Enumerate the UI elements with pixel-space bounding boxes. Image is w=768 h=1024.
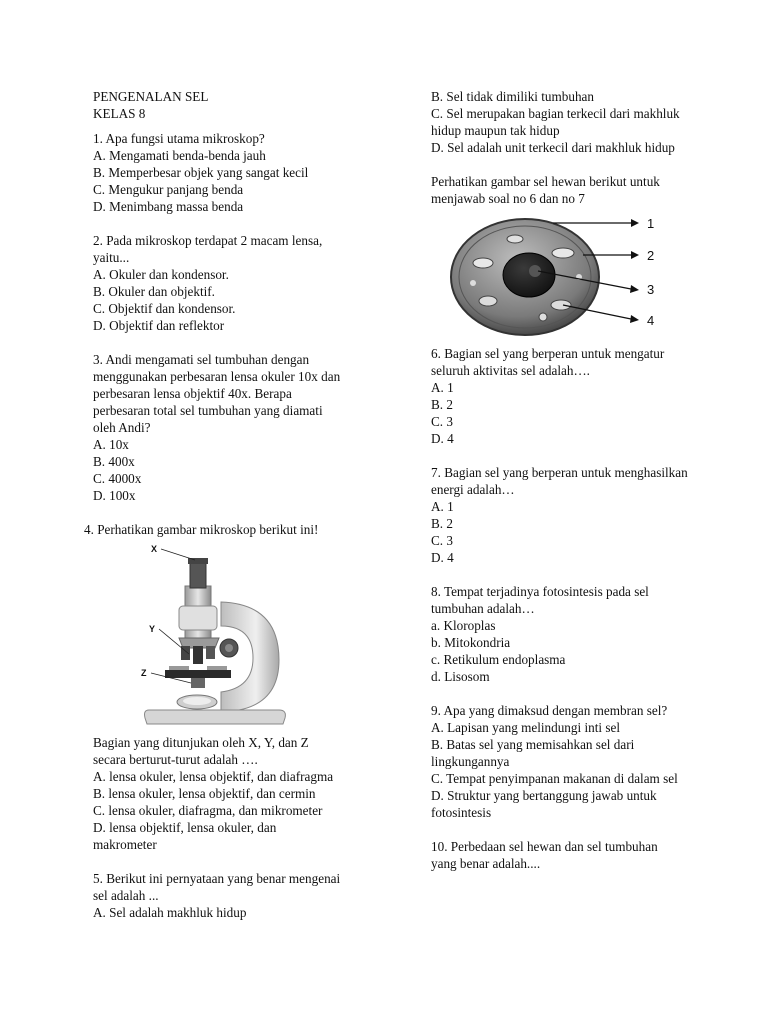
animal-cell-figure (443, 213, 703, 341)
question-5-continued (431, 88, 736, 156)
label-z: Z (141, 668, 147, 678)
question-text: oleh Andi? (93, 420, 151, 435)
option-a: A. 1 (431, 380, 454, 395)
question-text: 9. Apa yang dimaksud dengan membran sel? (431, 703, 668, 718)
option-a: A. Okuler dan kondensor. (93, 267, 229, 282)
question-4 (84, 521, 398, 853)
option-d: D. Objektif dan reflektor (93, 318, 225, 333)
option-c: c. Retikulum endoplasma (431, 652, 566, 667)
question-text: 2. Pada mikroskop terdapat 2 macam lensa, (93, 233, 323, 248)
option-a: a. Kloroplas (431, 618, 496, 633)
option-b: B. Memperbesar objek yang sangat kecil (93, 165, 309, 180)
option-d: D. lensa objektif, lensa okuler, dan (93, 820, 277, 835)
option-d: D. Menimbang massa benda (93, 199, 244, 214)
option-a: A. Mengamati benda-benda jauh (93, 148, 266, 163)
option-d-continued: fotosintesis (431, 805, 492, 820)
option-b: b. Mitokondria (431, 635, 511, 650)
option-b: B. Okuler dan objektif. (93, 284, 215, 299)
option-b: B. Batas sel yang memisahkan sel dari (431, 737, 635, 752)
option-b-continued: lingkungannya (431, 754, 510, 769)
option-a: A. Lapisan yang melindungi inti sel (431, 720, 620, 735)
option-a: A. Sel adalah makhluk hidup (93, 905, 247, 920)
question-text: yang benar adalah.... (431, 856, 541, 871)
label-x: X (151, 544, 158, 554)
question-7 (431, 464, 736, 566)
option-d: D. 4 (431, 431, 454, 446)
option-d: D. Struktur yang bertanggung jawab untuk (431, 788, 657, 803)
question-text: menggunakan perbesaran lensa okuler 10x dan (93, 369, 341, 384)
option-c: C. 3 (431, 533, 453, 548)
option-b: B. lensa okuler, lensa objektif, dan cermin (93, 786, 316, 801)
option-c: C. Mengukur panjang benda (93, 182, 244, 197)
option-c: C. Tempat penyimpanan makanan di dalam sel (431, 771, 678, 786)
cell-label-1: 1 (647, 216, 655, 231)
question-8 (431, 583, 736, 685)
question-text: 8. Tempat terjadinya fotosintesis pada sel (431, 584, 649, 599)
page-title: PENGENALAN SEL (93, 89, 209, 104)
option-d: D. 100x (93, 488, 136, 503)
option-c: C. 3 (431, 414, 453, 429)
cell-intro (431, 173, 736, 207)
option-c: C. 4000x (93, 471, 142, 486)
question-text: perbesaran lensa objektif 40x. Berapa (93, 386, 292, 401)
question-text: energi adalah… (431, 482, 515, 497)
question-text: yaitu... (93, 250, 130, 265)
option-d: D. Sel adalah unit terkecil dari makhluk hidup (431, 140, 675, 155)
option-a: A. 1 (431, 499, 454, 514)
option-c-continued: hidup maupun tak hidup (431, 123, 560, 138)
cell-label-3: 3 (647, 282, 655, 297)
option-b: B. 2 (431, 397, 453, 412)
question-text: sel adalah ... (93, 888, 159, 903)
option-b: B. 2 (431, 516, 453, 531)
question-prompt: secara berturut-turut adalah …. (93, 752, 258, 767)
option-d: D. 4 (431, 550, 454, 565)
question-text: 1. Apa fungsi utama mikroskop? (93, 131, 265, 146)
question-5 (93, 870, 398, 921)
option-a: A. 10x (93, 437, 129, 452)
option-d: d. Lisosom (431, 669, 490, 684)
class-label: KELAS 8 (93, 106, 146, 121)
question-text: seluruh aktivitas sel adalah…. (431, 363, 590, 378)
cell-label-2: 2 (647, 248, 655, 263)
option-c: C. lensa okuler, diafragma, dan mikrometer (93, 803, 323, 818)
question-3 (93, 351, 398, 504)
question-2 (93, 232, 398, 334)
label-y: Y (149, 624, 156, 634)
option-c: C. Objektif dan kondensor. (93, 301, 236, 316)
question-text: 7. Bagian sel yang berperan untuk menghasilkan (431, 465, 688, 480)
question-text: perbesaran total sel tumbuhan yang diamati (93, 403, 323, 418)
cell-label-4: 4 (647, 313, 655, 328)
question-9 (431, 702, 736, 821)
option-b: B. Sel tidak dimiliki tumbuhan (431, 89, 595, 104)
question-text: 5. Berikut ini pernyataan yang benar mengenai (93, 871, 341, 886)
option-d-continued: makrometer (93, 837, 157, 852)
question-text: 4. Perhatikan gambar mikroskop berikut ini! (84, 522, 319, 537)
left-column (84, 88, 398, 921)
question-text: 10. Perbedaan sel hewan dan sel tumbuhan (431, 839, 658, 854)
question-1 (93, 130, 398, 215)
question-6 (431, 345, 736, 447)
option-a: A. lensa okuler, lensa objektif, dan diafragma (93, 769, 334, 784)
right-column (431, 88, 736, 872)
question-text: 3. Andi mengamati sel tumbuhan dengan (93, 352, 310, 367)
intro-text: menjawab soal no 6 dan no 7 (431, 191, 585, 206)
question-text: tumbuhan adalah… (431, 601, 535, 616)
microscope-figure (129, 542, 299, 732)
option-c: C. Sel merupakan bagian terkecil dari makhluk (431, 106, 680, 121)
option-b: B. 400x (93, 454, 135, 469)
question-text: 6. Bagian sel yang berperan untuk mengatur (431, 346, 665, 361)
intro-text: Perhatikan gambar sel hewan berikut untuk (431, 174, 660, 189)
question-10 (431, 838, 736, 872)
question-prompt: Bagian yang ditunjukan oleh X, Y, dan Z (93, 735, 309, 750)
